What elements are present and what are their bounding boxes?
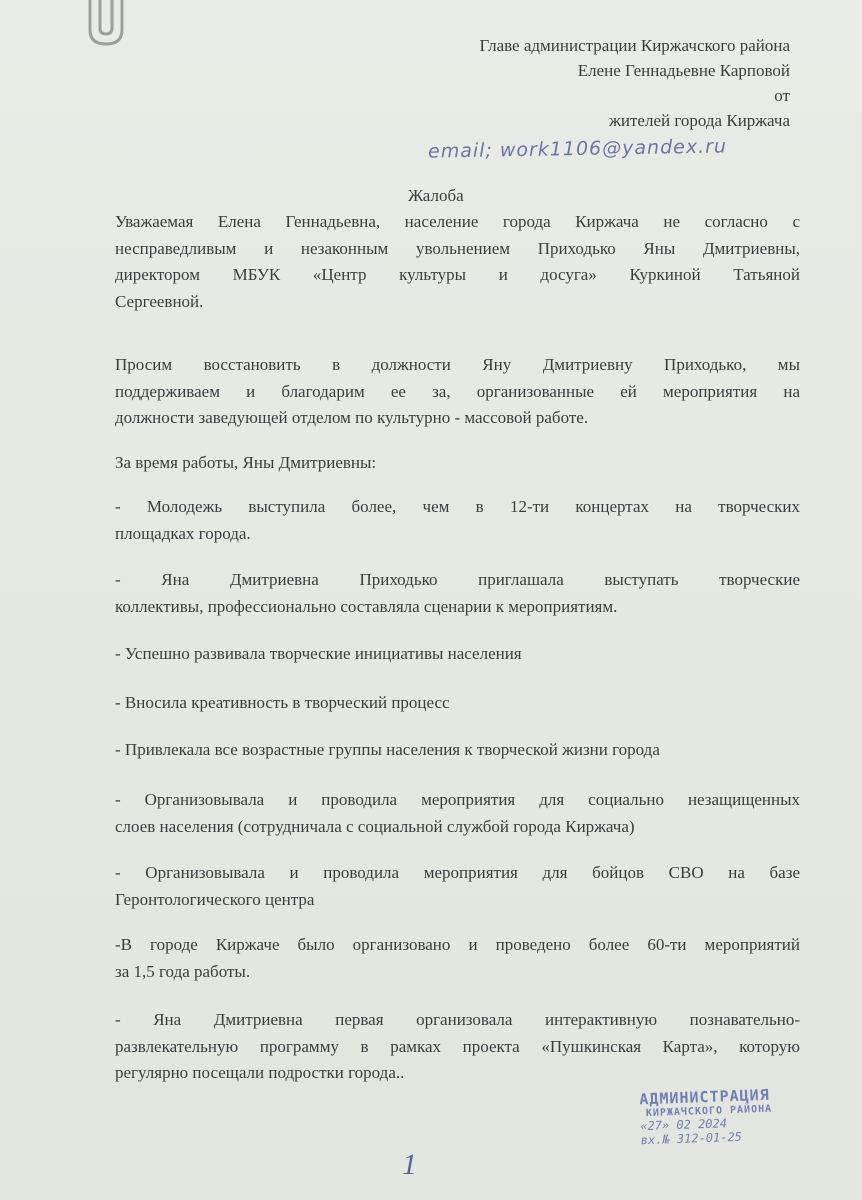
paperclip-icon [78, 0, 148, 52]
list-item-line: - Яна Дмитриевна первая организовала интерактивную познавательно- [115, 1010, 800, 1029]
list-item-line: коллективы, профессионально составляла сценарии к мероприятиям. [115, 596, 618, 616]
list-item-line: - Успешно развивала творческие инициативы населения [115, 644, 522, 663]
list-item-line: - Организовывала и проводила мероприятия для социально незащищенных [115, 790, 800, 809]
page-number: 1 [402, 1148, 417, 1181]
paragraph-line: Просим восстановить в должности Яну Дмитриевну Приходько, мы [115, 355, 800, 374]
list-item-line: - Привлекала все возрастные группы населения к творческой жизни города [115, 740, 660, 759]
list-item-line: - Организовывала и проводила мероприятия для бойцов СВО на базе [115, 863, 800, 882]
list-item-line: за 1,5 года работы. [115, 961, 251, 981]
paragraph-line: Уважаемая Елена Геннадьевна, население города Киржача не согласно с [115, 212, 800, 231]
from-label: от [774, 86, 790, 105]
list-item-line: регулярно посещали подростки города.. [115, 1063, 405, 1082]
stamp-reg-number: вх.№ 312-01-25 [640, 1129, 743, 1148]
list-item-line: площадках города. [115, 523, 251, 543]
handwritten-email: email; work1106@yandex.ru [427, 135, 728, 163]
stamp-district: КИРЖАЧСКОГО РАЙОНА [645, 1103, 773, 1120]
list-item-line: -В городе Киржаче было организовано и проведено более 60-ти мероприятий [115, 935, 800, 954]
sender-line: жителей города Киржача [609, 111, 790, 130]
list-item-line: развлекательную программу в рамках проекта «Пушкинская Карта», которую [115, 1036, 800, 1056]
stamp-org: АДМИНИСТРАЦИЯ [639, 1085, 771, 1109]
list-item-line: слоев населения (сотрудничала с социальной службой города Киржача) [115, 816, 635, 836]
list-item-line: - Вносила креативность в творческий процесс [115, 693, 450, 712]
paragraph-line: должности заведующей отделом по культурно - массовой работе. [115, 408, 589, 427]
paragraph-line: Сергеевной. [115, 291, 204, 311]
stamp-date: «27» 02 2024 [640, 1116, 728, 1134]
paragraph-line: директором МБУК «Центр культуры и досуга» Куркиной Татьяной [115, 265, 800, 284]
list-item-line: - Молодежь выступила более, чем в 12-ти концертах на творческих [115, 497, 800, 516]
addressee-line: Главе администрации Киржачского района [479, 36, 790, 55]
paragraph-line: несправедливым и незаконным увольнением Приходько Яны Дмитриевны, [115, 238, 800, 258]
paragraph-line: поддерживаем и благодарим ее за, организованные ей мероприятия на [115, 381, 800, 401]
list-intro: За время работы, Яны Дмитриевны: [115, 453, 377, 472]
addressee-name: Елене Геннадьевне Карповой [577, 61, 790, 80]
list-item-line: - Яна Дмитриевна Приходько приглашала выступать творческие [115, 570, 800, 589]
document-title: Жалоба [408, 186, 464, 205]
registration-stamp [639, 1086, 773, 1148]
list-item-line: Геронтологического центра [115, 889, 315, 909]
